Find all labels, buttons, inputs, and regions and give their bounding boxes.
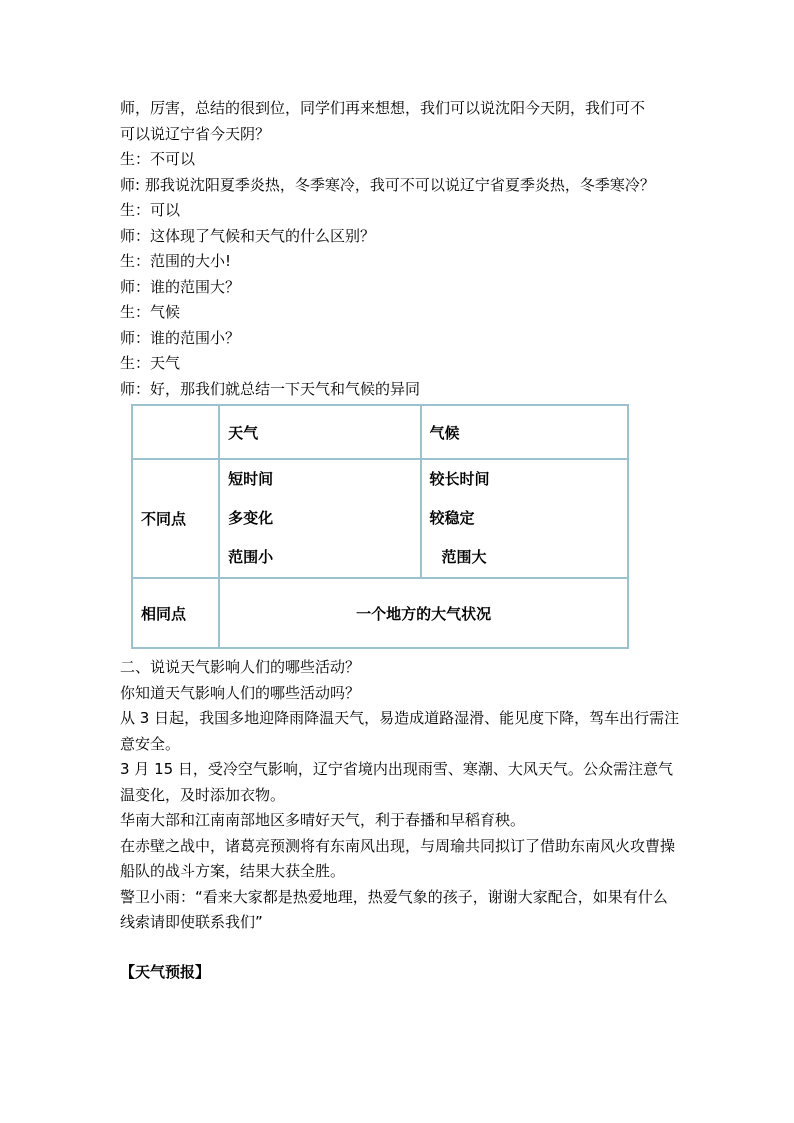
- diff-label: 不同点: [132, 459, 219, 578]
- section-question: 你知道天气影响人们的哪些活动吗？: [120, 683, 361, 702]
- table-row: [132, 405, 628, 459]
- table-header-weather: 天气: [219, 405, 420, 459]
- weather-diff-cell: [219, 459, 420, 578]
- paragraph: 从 3 日起，我国多地迎降雨降温天气，易造成道路湿滑、能见度下降，驾车出行需注意安全。: [120, 709, 680, 753]
- same-label: 相同点: [132, 578, 219, 648]
- climate-diff-item: 较长时间: [429, 470, 490, 488]
- dialogue-block: [120, 96, 680, 402]
- climate-diff-item: 较稳定: [429, 509, 475, 527]
- same-value: 一个地方的大气状况: [219, 578, 628, 648]
- dialogue-line: 生：天气: [120, 354, 181, 372]
- dialogue-line: 师：谁的范围大？: [120, 277, 241, 296]
- paragraph: 3 月 15 日，受冷空气影响，辽宁省境内出现雨雪、寒潮、大风天气。公众需注意气温变化，及时添加衣物。: [120, 760, 673, 804]
- weather-climate-table: [131, 404, 629, 649]
- section-2: [120, 655, 680, 936]
- dialogue-line: 师：这体现了气候和天气的什么区别？: [120, 226, 376, 245]
- dialogue-line: 生：不可以: [120, 150, 196, 168]
- table-row: [132, 459, 628, 578]
- weather-diff-item: 多变化: [228, 509, 274, 527]
- dialogue-line: 可以说辽宁省今天阴？: [120, 124, 271, 143]
- document-page: [120, 96, 680, 985]
- climate-diff-item: 范围大: [441, 548, 487, 566]
- paragraph: 在赤壁之战中，诸葛亮预测将有东南风出现，与周瑜共同拟订了借助东南风火攻曹操船队的战斗方案，结果大获全胜。: [120, 836, 676, 880]
- climate-diff-cell: [421, 459, 628, 578]
- weather-diff-item: 范围小: [228, 548, 274, 566]
- dialogue-line: 师: 那我说沈阳夏季炎热，冬季寒冷，我可不可以说辽宁省夏季炎热，冬季寒冷？: [120, 175, 655, 194]
- dialogue-line: 生：气候: [120, 303, 181, 321]
- forecast-heading: 【天气预报】: [120, 962, 211, 981]
- table-row: [132, 578, 628, 648]
- weather-diff-item: 短时间: [228, 470, 274, 488]
- section-title: 二、说说天气影响人们的哪些活动？: [120, 658, 361, 676]
- dialogue-line: 师，厉害，总结的很到位，同学们再来想想，我们可以说沈阳今天阴，我们可不: [120, 99, 646, 117]
- table-header-empty: [132, 405, 219, 459]
- table-header-climate: 气候: [421, 405, 628, 459]
- dialogue-line: 生：可以: [120, 201, 181, 219]
- dialogue-line: 师：好，那我们就总结一下天气和气候的异同: [120, 379, 421, 398]
- dialogue-line: 生：范围的大小!: [120, 252, 232, 270]
- paragraph: 华南大部和江南南部地区多晴好天气，利于春播和早稻育秧。: [120, 811, 526, 829]
- paragraph: 警卫小雨：“看来大家都是热爱地理，热爱气象的孩子，谢谢大家配合，如果有什么线索请即使联系我们”: [120, 887, 668, 931]
- dialogue-line: 师：谁的范围小？: [120, 328, 241, 347]
